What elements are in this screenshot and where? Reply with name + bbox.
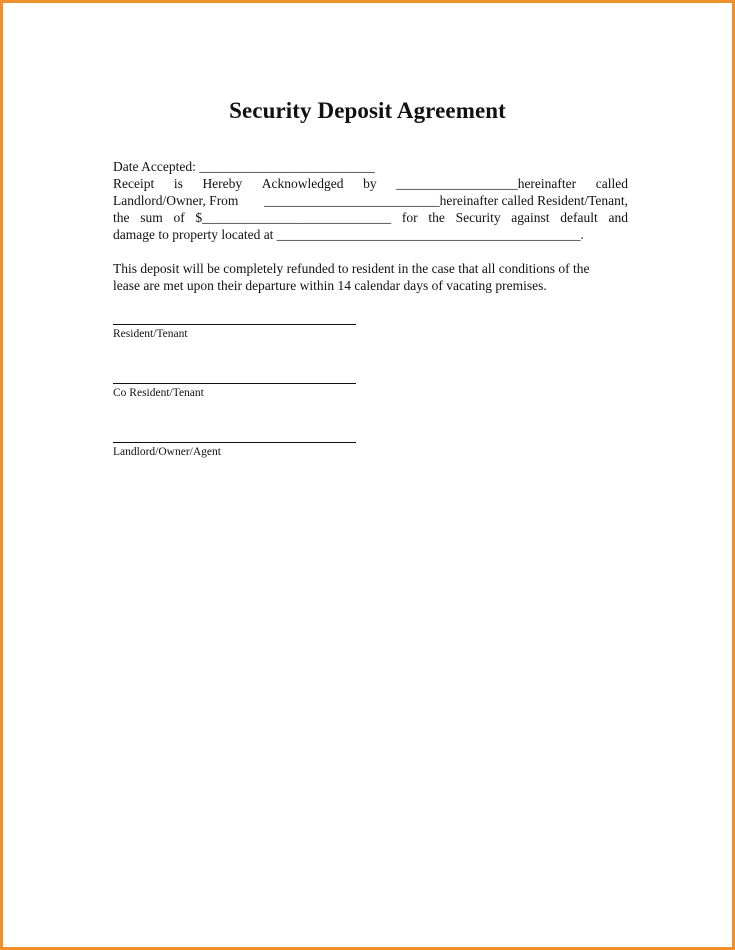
refund-line-2: lease are met upon their departure within 14 calendar days of vacating premises. (113, 278, 547, 293)
receipt-line-1 (113, 175, 628, 192)
refund-paragraph (113, 260, 628, 294)
receipt-word: Acknowledged (261, 176, 344, 191)
receipt-word: Receipt (113, 176, 155, 191)
signature-label: Resident/Tenant (113, 328, 188, 340)
refund-line-1: This deposit will be completely refunded to resident in the case that all conditions of the (113, 261, 590, 276)
receipt-word: sum (140, 210, 163, 225)
receipt-word: and (608, 210, 628, 225)
signature-line (113, 383, 356, 384)
receipt-word: the (428, 210, 445, 225)
receipt-word: Landlord/Owner, From (113, 193, 239, 208)
receipt-word: Hereby (202, 176, 243, 191)
receipt-paragraph (113, 158, 628, 243)
receipt-word: for (401, 210, 418, 225)
receipt-word: called (595, 176, 628, 191)
property-address-line: damage to property located at _____________________________________________. (113, 227, 584, 242)
signature-label: Landlord/Owner/Agent (113, 446, 221, 458)
signature-label: Co Resident/Tenant (113, 387, 204, 399)
receipt-word: Security (455, 210, 501, 225)
receipt-line-2 (113, 192, 628, 209)
receipt-word: default (560, 210, 598, 225)
landlord-name-blank: __________________hereinafter (396, 176, 577, 191)
receipt-word: is (173, 176, 183, 191)
signature-co-resident-tenant (113, 383, 358, 399)
signature-landlord-owner-agent (113, 442, 358, 458)
receipt-word: the (113, 210, 130, 225)
date-accepted-line: Date Accepted: __________________________ (113, 159, 375, 174)
receipt-word: of (173, 210, 185, 225)
deposit-amount-blank: $____________________________ (195, 210, 392, 225)
signature-line (113, 442, 356, 443)
document-title: Security Deposit Agreement (229, 98, 506, 123)
signature-line (113, 324, 356, 325)
receipt-word: by (363, 176, 377, 191)
tenant-name-blank: __________________________hereinafter called Resident/Tenant, (264, 193, 628, 208)
receipt-word: against (511, 210, 550, 225)
receipt-line-3 (113, 209, 628, 226)
signature-resident-tenant (113, 324, 358, 340)
